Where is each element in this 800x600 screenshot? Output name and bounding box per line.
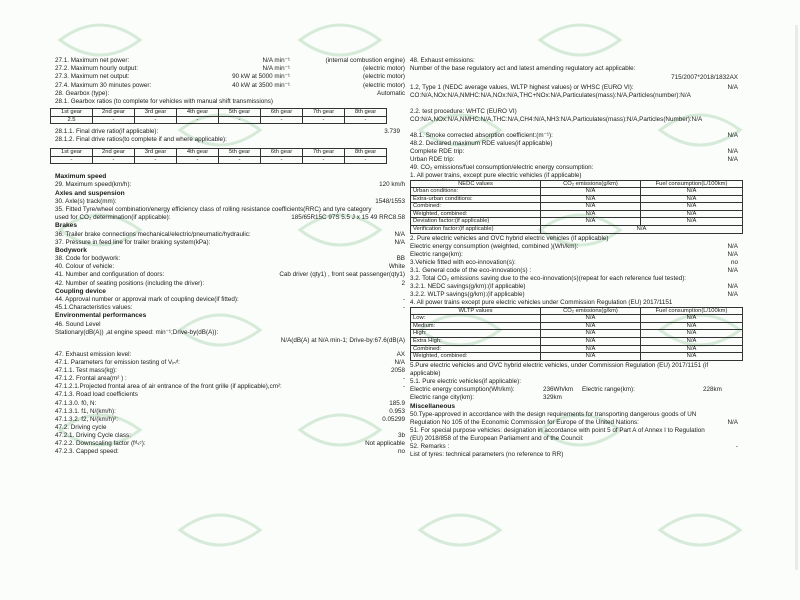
field-label: 46. Sound Level — [55, 320, 101, 328]
table-cell: 6th gear — [261, 149, 303, 157]
table-cell: - — [177, 156, 219, 164]
table-cell: 5th gear — [219, 149, 261, 157]
section-title: Maximum speed — [55, 173, 107, 180]
field-label: 48.1. Smoke corrected absorption coefficient:(m⁻¹): — [410, 131, 553, 139]
field-label: 27.1. Maximum net power: — [55, 57, 130, 64]
table-cell: - — [303, 156, 345, 164]
table-cell: - — [345, 116, 387, 124]
table-cell: - — [219, 116, 261, 124]
field-value: N/A — [394, 238, 405, 246]
table-cell: 3rd gear — [135, 149, 177, 157]
field-value: - — [402, 296, 405, 303]
table-cell: - — [177, 116, 219, 124]
field-value: 40 kW at 3500 min⁻¹ — [232, 81, 290, 89]
table-cell: Extra-urban conditions: — [411, 195, 541, 203]
table-cell: 2.5 — [51, 116, 93, 124]
table-row — [411, 345, 743, 353]
table-cell: - — [219, 156, 261, 164]
table-cell: WLTP values — [411, 307, 541, 315]
field-label: Number of the base regulatory act and latest amending regulatory act applicable: — [410, 65, 636, 72]
table-cell: Deviation factor:(if applicable) — [411, 218, 541, 226]
table-cell: Low: — [411, 315, 541, 323]
table-cell: Urban conditions: — [411, 188, 541, 196]
field-label: 27.4. Maximum 30 minutes power: — [55, 81, 152, 89]
field-value: N/A — [727, 242, 738, 250]
table-cell: NEDC values — [411, 180, 541, 188]
field-value: 0.05299 — [382, 415, 405, 423]
field-note: (electric motor) — [363, 81, 405, 89]
field-value: Automatic — [377, 89, 405, 97]
field-value: 2 — [401, 279, 405, 287]
field-label: applicable) — [410, 369, 441, 377]
field-label: 28.1.2. Final drive ratios(to complete if and where applicable): — [55, 136, 227, 143]
table-cell: Medium: — [411, 322, 541, 330]
table-row — [411, 203, 743, 211]
field-label: 47.1.3.0. f0, N: — [55, 399, 97, 407]
table-row — [411, 353, 743, 361]
field-label: 5.1. Pure electric vehicles(if applicable): — [410, 377, 521, 385]
field-value: CO:N/A,NOx:N/A,NMHC:N/A,NOx:N/A,THC+NOx:N/A,Particulates(mass):N/A,Particles(number):N/A — [410, 91, 691, 99]
table-row — [51, 109, 387, 117]
field-value: 3.739 — [384, 128, 400, 135]
table-row — [411, 338, 743, 346]
table-row — [411, 307, 743, 315]
table-cell: 4th gear — [177, 149, 219, 157]
table-cell: Extra High: — [411, 338, 541, 346]
section-title: Coupling device — [55, 287, 106, 295]
field-value: 120 km/h — [379, 181, 405, 189]
table-cell: N/A — [541, 322, 641, 330]
field-label: 51. For special purpose vehicles: designation in accordance with point 5 of Part A of Annex I to Regulation — [410, 427, 705, 435]
field-value: N/A(dB(A) at N/A min-1; Drive-by:67.6(dB(A) — [280, 336, 405, 344]
field-value: - — [402, 383, 405, 391]
table-cell: N/A — [641, 210, 743, 218]
field-value: 228km — [703, 385, 722, 393]
table-cell: N/A — [641, 353, 743, 361]
table-cell: 1st gear — [51, 149, 93, 157]
field-label: 47.2.2. Downscaling factor (fᵈₛᶜ): — [55, 440, 146, 447]
table-cell: N/A — [541, 188, 641, 196]
field-label: 52. Remarks : — [410, 443, 450, 451]
field-label: 28.1.1. Final drive ratio(if applicable): — [55, 128, 159, 135]
field-label: 42. Number of seating positions (including the driver): — [55, 279, 205, 287]
field-label: 3.2.2. WLTP savings(g/km):(if applicable) — [410, 290, 525, 298]
field-value: N/A — [727, 250, 738, 258]
field-label: 1. All power trains, except pure electric vehicles (if applicable) — [410, 171, 582, 179]
table-cell: 7th gear — [303, 109, 345, 117]
table-cell: - — [345, 156, 387, 164]
field-label: 28. Gearbox (type): — [55, 89, 110, 97]
table-row — [51, 116, 387, 124]
table-row — [51, 149, 387, 157]
table-cell: Fuel consumption(L/100km) — [641, 180, 743, 188]
table-cell: N/A — [541, 353, 641, 361]
table-cell: - — [261, 156, 303, 164]
table-cell: Combined: — [411, 345, 541, 353]
field-value: 236Wh/km — [543, 385, 574, 393]
table-row — [411, 330, 743, 338]
field-label: 3.1. General code of the eco-innovation(s) : — [410, 266, 532, 274]
table-cell: N/A — [641, 315, 743, 323]
field-value: N/A — [394, 230, 405, 238]
field-value: 715/2007*2018/1832AX — [671, 73, 738, 81]
table-cell: N/A — [641, 322, 743, 330]
table-row — [411, 218, 743, 226]
table-cell: N/A — [541, 338, 641, 346]
table-cell: 8th gear — [345, 109, 387, 117]
field-value: 0.953 — [389, 407, 405, 415]
field-label: 27.2. Maximum hourly output: — [55, 65, 138, 73]
field-label: 37. Pressure in feed line for trailer braking system(kPa): — [55, 238, 211, 246]
field-value: 90 kW at 5000 min⁻¹ — [232, 73, 290, 81]
table-cell: - — [303, 116, 345, 124]
table-cell: - — [51, 156, 93, 164]
field-label: 41. Number and configuration of doors: — [55, 271, 165, 279]
field-label: 3.Vehicle fitted with eco-innovation(s): — [410, 258, 516, 266]
field-label: 35. Fitted Tyre/wheel combination/energy efficiency class of rolling resistance coefficients(RRC) and tyre category — [55, 206, 372, 213]
table-cell: CO₂ emissions(g/km) — [541, 307, 641, 315]
table-row — [411, 226, 743, 234]
field-value: 2058 — [390, 367, 405, 375]
table-cell: N/A — [641, 188, 743, 196]
wltp-values-table — [410, 307, 743, 361]
table-cell: N/A — [541, 330, 641, 338]
field-value: - — [735, 443, 738, 451]
section-title: Miscellaneous — [410, 402, 456, 410]
table-cell: N/A — [641, 345, 743, 353]
table-row — [411, 322, 743, 330]
section-title: Environmental performances — [55, 312, 147, 320]
field-value: N/A — [727, 131, 738, 139]
field-value: Not applicable — [365, 440, 405, 447]
field-note: (internal combustion engine) — [325, 57, 405, 64]
field-label: 2. Pure electric vehicles and OVC hybrid electric vehicles (if applicable) — [410, 234, 609, 242]
table-cell: N/A — [541, 315, 641, 323]
field-label: 50.Type-approved in accordance with the design requirements for transporting dangerous goods of UN — [410, 411, 697, 419]
field-label: used for CO₂ determination(if applicable): — [55, 214, 171, 222]
table-cell: N/A — [541, 210, 641, 218]
field-note: (electric motor) — [363, 65, 405, 73]
field-value: White — [388, 263, 405, 271]
nedc-values-table — [410, 180, 743, 234]
field-value: N/A min⁻¹ — [262, 57, 290, 64]
field-label: Electric energy consumption(Wh/km): — [410, 385, 515, 393]
table-cell: Verification factor:(if applicable) — [411, 226, 541, 234]
field-label: 47.2.3. Capped speed: — [55, 448, 119, 456]
table-row — [411, 180, 743, 188]
field-value: 329km — [543, 393, 562, 401]
table-cell: - — [135, 116, 177, 124]
field-value: N/A min⁻¹ — [262, 65, 290, 73]
table-cell: N/A — [641, 203, 743, 211]
field-label: Urban RDE trip: — [410, 155, 455, 163]
table-cell: 6th gear — [261, 109, 303, 117]
field-value: N/A — [727, 290, 738, 298]
table-cell: - — [261, 116, 303, 124]
field-label: 45.1.Characteristics values: — [55, 304, 133, 312]
field-label: 40. Colour of vehicle: — [55, 263, 115, 271]
field-label: Electric range city(km): — [410, 393, 475, 401]
field-value: N/A — [727, 282, 738, 290]
field-value: N/A — [727, 147, 738, 155]
section-title: Axles and suspension — [55, 189, 125, 197]
field-value: N/A — [727, 83, 738, 91]
table-cell: - — [93, 156, 135, 164]
field-value: N/A — [727, 266, 738, 274]
field-label: 3.2. Total CO₂ emissions saving due to the eco-innovation(s)(repeat for each reference fuel tested): — [410, 274, 687, 282]
field-label: 28.1. Gearbox ratios (to complete for vehicles with manual shift transmissions) — [55, 98, 274, 105]
table-cell: Fuel consumption(L/100km) — [641, 307, 743, 315]
field-label: 2.2. test procedure: WHTC (EURO VI) — [410, 107, 517, 115]
table-row — [411, 195, 743, 203]
field-label: 48.2. Declared maximum RDE values(if applicable) — [410, 139, 553, 147]
field-label: 5.Pure electric vehicles and OVC hybrid electric vehicles, under Commission Regulation (EU) 2017/1151 (if — [410, 361, 709, 369]
table-cell: N/A — [541, 203, 641, 211]
field-label: Complete RDE trip: — [410, 147, 465, 155]
field-label: Electric range(km): — [582, 385, 635, 393]
table-cell: 4th gear — [177, 109, 219, 117]
field-label: 4. All power trains except pure electric vehicles under Commission Regulation (EU) 2017/1151 — [410, 298, 673, 306]
field-value: N/A — [727, 155, 738, 163]
final-drive-table — [50, 148, 387, 164]
field-label: Electric energy consumption (weighted, combined )(Wh/km): — [410, 242, 579, 250]
field-label: 29. Maximum speed(km/h): — [55, 181, 132, 189]
field-label: List of tyres: technical parameters (no reference to RR) — [410, 451, 564, 459]
field-value: BB — [396, 255, 405, 263]
field-label: 38. Code for bodywork: — [55, 255, 121, 263]
field-value: 3b — [397, 431, 405, 439]
field-label: 47.1.3.2. f2, N/(km/h)²: — [55, 415, 118, 423]
table-cell: 8th gear — [345, 149, 387, 157]
table-cell: N/A — [541, 226, 743, 234]
field-value: N/A — [727, 419, 738, 427]
table-cell: - — [93, 116, 135, 124]
field-label: 49. CO₂ emissions/fuel consumption/electric energy consumption: — [410, 163, 594, 171]
table-cell: 7th gear — [303, 149, 345, 157]
table-cell: 3rd gear — [135, 109, 177, 117]
table-cell: 2nd gear — [93, 109, 135, 117]
field-label: Regulation No 105 of the Economic Commission for Europe of the United Nations: — [410, 419, 639, 427]
table-cell: Combined: — [411, 203, 541, 211]
table-cell: N/A — [641, 330, 743, 338]
table-cell: N/A — [641, 338, 743, 346]
table-cell: Weighted, combined: — [411, 353, 541, 361]
field-label: 3.2.1. NEDC savings(g/km):(if applicable) — [410, 282, 526, 290]
field-value: Cab driver (qty1) , front seat passenger(qty1) — [279, 271, 405, 279]
table-cell: 1st gear — [51, 109, 93, 117]
table-cell: N/A — [541, 195, 641, 203]
field-label: 47.1.1. Test mass(kg): — [55, 367, 117, 375]
field-label: 44. Approval number or approval mark of coupling device(if fitted): — [55, 296, 239, 303]
field-label: (EU) 2018/858 of the European Parliament and of the Council: — [410, 435, 584, 443]
field-label: 47.1. Parameters for emission testing of Vᵢₙᵈ: — [55, 359, 180, 366]
table-cell: 5th gear — [219, 109, 261, 117]
field-label: Stationary(dB(A)) ,at engine speed: min⁻¹;Drive-by(dB(A)): — [55, 328, 219, 336]
field-label: 47.1.2.1.Projected frontal area of air entrance of the front grille (if applicable),cm²: — [55, 383, 282, 391]
field-note: (electric motor) — [363, 73, 405, 81]
field-value: N/A — [394, 359, 405, 366]
field-label: 47. Exhaust emission level: — [55, 350, 132, 358]
field-label: Electric range(km): — [410, 250, 463, 258]
field-label: 47.1.3. Road load coefficients — [55, 391, 138, 399]
table-cell: N/A — [641, 195, 743, 203]
gear-ratio-table — [50, 108, 387, 124]
field-value: no — [730, 258, 738, 266]
field-label: 36. Trailer brake connections mechanical/electric/pneumatic/hydraulic: — [55, 230, 251, 238]
table-cell: N/A — [541, 345, 641, 353]
table-cell: - — [135, 156, 177, 164]
table-row — [411, 315, 743, 323]
field-label: 47.2. Driving cycle — [55, 423, 107, 431]
field-label: 48. Exhaust emissions: — [410, 57, 475, 64]
field-value: CO:N/A,NOx:N/A,NMHC:N/A,THC:N/A,CH4:N/A,NH3:N/A,Particulates(mass):N/A,Particles(Number):N/A — [410, 115, 703, 123]
field-value: - — [402, 375, 405, 383]
table-cell: Weighted, combined: — [411, 210, 541, 218]
table-cell: High: — [411, 330, 541, 338]
field-label: 47.2.1. Driving Cycle class: — [55, 431, 131, 439]
field-value: 185.9 — [389, 399, 405, 407]
section-title: Bodywork — [55, 246, 87, 254]
page-edge-shadow — [795, 25, 798, 570]
section-title: Brakes — [55, 222, 77, 230]
table-cell: CO₂ emissions(g/km) — [541, 180, 641, 188]
field-value: - — [402, 304, 405, 312]
field-value: 1548/1553 — [375, 197, 405, 205]
field-value: AX — [396, 350, 405, 358]
table-row — [51, 156, 387, 164]
table-cell: N/A — [541, 218, 641, 226]
field-label: 47.1.2. Frontal area(m² ) : — [55, 375, 127, 383]
field-label: 30. Axle(s) track(mm): — [55, 197, 117, 205]
table-cell: N/A — [641, 218, 743, 226]
field-label: 1.2, Type 1 (NEDC average values, WLTP highest values) or WHSC (EURO VI): — [410, 83, 634, 91]
table-row — [411, 188, 743, 196]
field-value: no — [397, 448, 405, 456]
field-value: 185/65R15C 97S 5.5 J x 15 49 RRC8.58 — [291, 214, 405, 222]
field-label: 27.3. Maximum net output: — [55, 73, 130, 81]
table-cell: 2nd gear — [93, 149, 135, 157]
field-label: 47.1.3.1. f1, N/(km/h): — [55, 407, 116, 415]
table-row — [411, 210, 743, 218]
